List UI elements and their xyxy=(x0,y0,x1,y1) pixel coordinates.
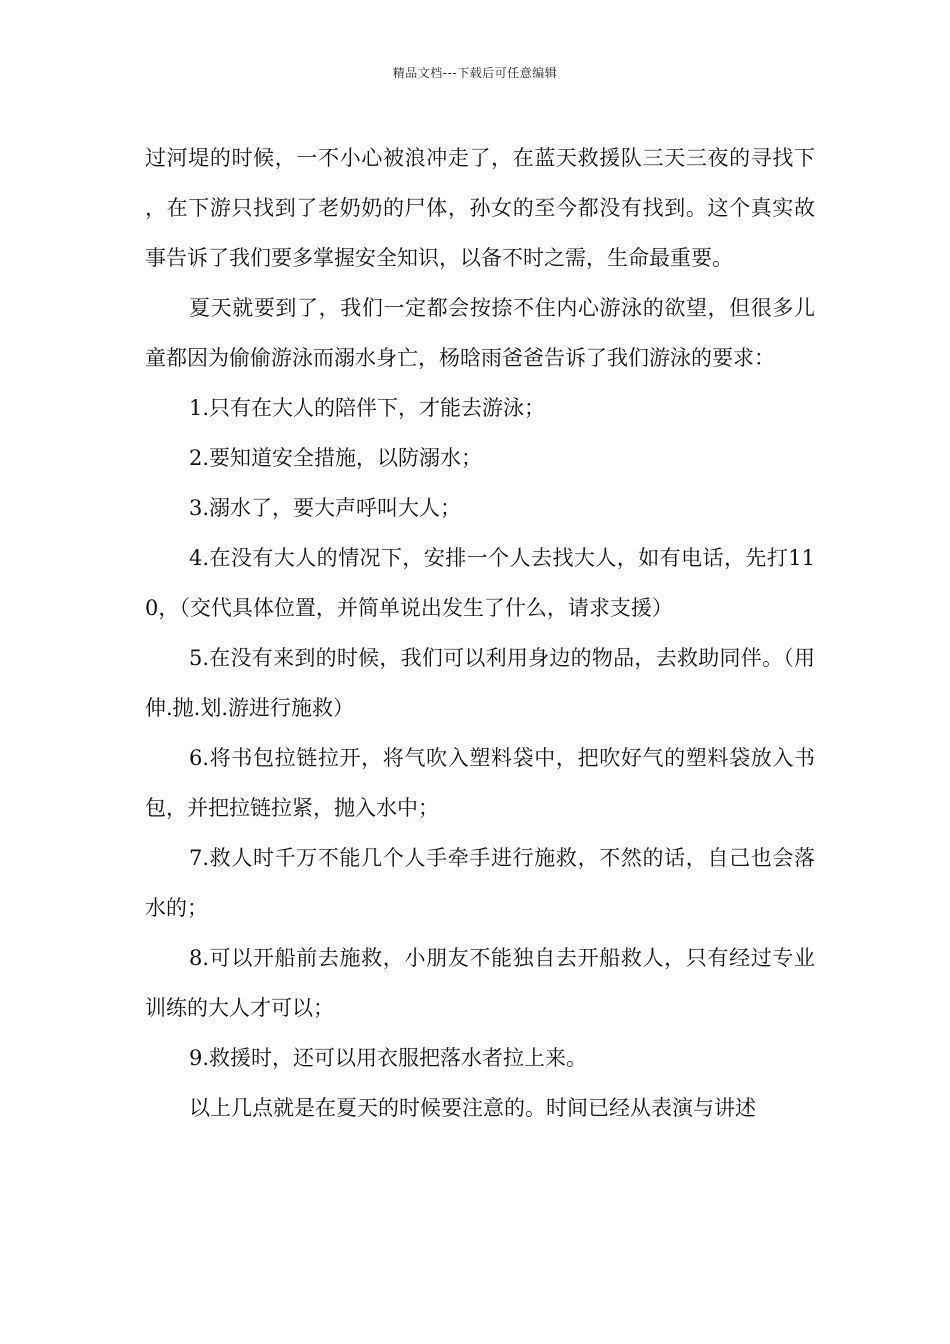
list-item: 9.救援时，还可以用衣服把落水者拉上来。 xyxy=(189,1046,588,1070)
list-item: 1.只有在大人的陪伴下，才能去游泳； xyxy=(189,396,546,420)
list-item: 5.在没有来到的时候，我们可以利用身边的物品，去救助同伴。（用伸.抛.划.游进行施救） xyxy=(145,646,815,720)
list-item: 7.救人时千万不能几个人手牵手进行施救，不然的话，自己也会落水的； xyxy=(145,846,815,920)
document-body xyxy=(145,133,815,1133)
paragraph: 夏天就要到了，我们一定都会按捺不住内心游泳的欲望，但很多儿童都因为偷偷游泳而溺水身亡，杨晗雨爸爸告诉了我们游泳的要求： xyxy=(145,296,815,370)
list-item: 6.将书包拉链拉开，将气吹入塑料袋中，把吹好气的塑料袋放入书包，并把拉链拉紧，抛入水中； xyxy=(145,746,815,820)
page-header: 精品文档---下载后可任意编辑 xyxy=(392,66,558,80)
paragraph: 以上几点就是在夏天的时候要注意的。时间已经从表演与讲述 xyxy=(189,1096,756,1120)
list-item: 2.要知道安全措施，以防溺水； xyxy=(189,446,483,470)
list-item: 3.溺水了，要大声呼叫大人； xyxy=(189,496,462,520)
list-item: 4.在没有大人的情况下，安排一个人去找大人，如有电话，先打110，（交代具体位置，并简单说出发生了什么，请求支援） xyxy=(145,546,815,620)
paragraph: 过河堤的时候，一不小心被浪冲走了，在蓝天救援队三天三夜的寻找下，在下游只找到了老奶奶的尸体，孙女的至今都没有找到。这个真实故事告诉了我们要多掌握安全知识，以备不时之需，生命最重要。 xyxy=(145,146,815,270)
list-item: 8.可以开船前去施救，小朋友不能独自去开船救人，只有经过专业训练的大人才可以； xyxy=(145,946,815,1020)
